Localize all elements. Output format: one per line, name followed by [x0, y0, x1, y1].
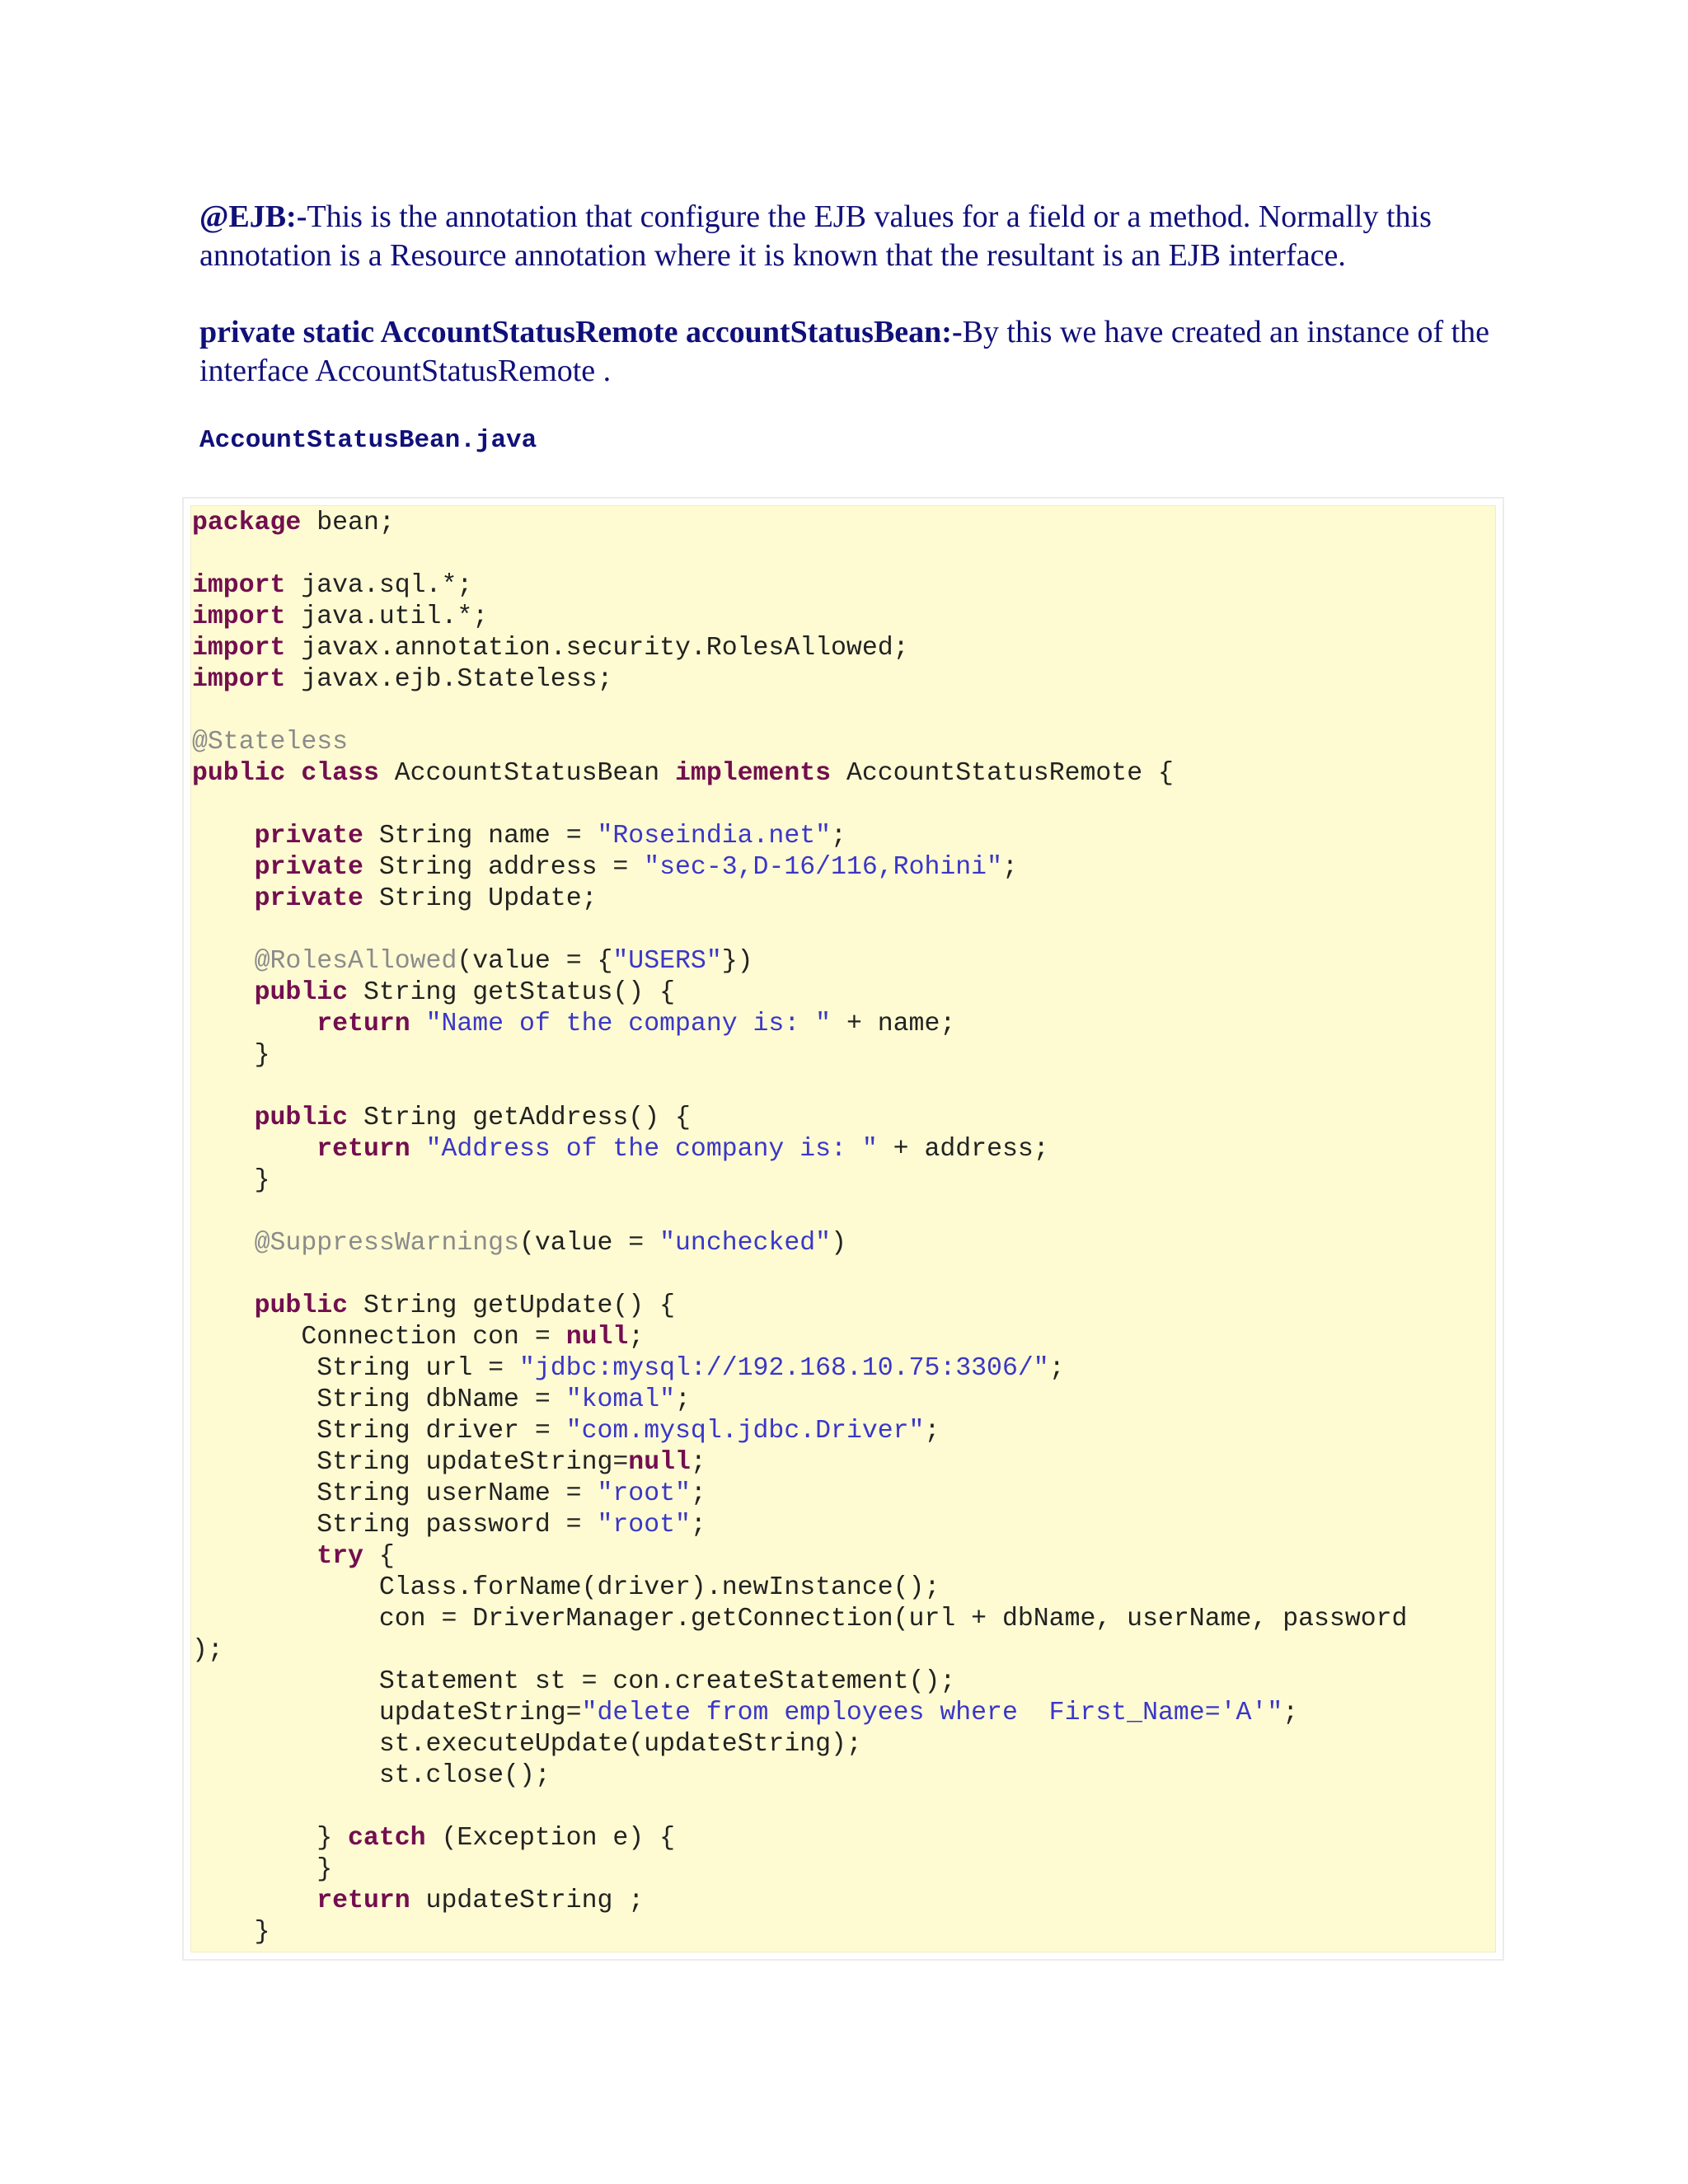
code-line — [192, 1165, 1503, 1197]
code-line — [192, 1259, 1503, 1291]
code-keyword: null — [565, 1323, 629, 1352]
code-keyword: return — [316, 1886, 410, 1915]
code-string: "Address of the company is: " — [425, 1135, 878, 1164]
code-line — [192, 758, 1503, 790]
code-text: java.util.*; — [285, 602, 489, 631]
code-string: "sec-3,D-16/116,Rohini" — [644, 853, 1002, 882]
code-text: } — [192, 1166, 270, 1195]
code-string: "komal" — [565, 1385, 676, 1414]
code-text: + address; — [877, 1135, 1049, 1164]
code-text — [192, 947, 255, 976]
instance-field-paragraph — [199, 313, 1502, 391]
code-text: java.sql.*; — [285, 571, 473, 600]
code-listing — [192, 508, 1503, 1948]
code-text: } — [192, 1041, 270, 1070]
code-annotation: @RolesAllowed — [254, 947, 457, 976]
code-text: ; — [924, 1417, 940, 1446]
code-keyword: implements — [675, 759, 832, 788]
code-keyword: return — [316, 1010, 410, 1038]
code-keyword: import — [192, 602, 286, 631]
code-line — [192, 1572, 1503, 1604]
code-text: String password = — [192, 1511, 598, 1540]
code-text — [192, 1291, 255, 1320]
code-line — [192, 1479, 1503, 1510]
code-text: } — [192, 1824, 349, 1853]
code-line — [192, 1510, 1503, 1541]
ejb-description: This is the annotation that configure the EJB values for a field or a method. Normally this annotation is a Resource annotation where it is known that the resultant is an EJB interface. — [199, 199, 1432, 273]
code-text: AccountStatusBean — [378, 759, 676, 788]
code-annotation: @SuppressWarnings — [254, 1229, 519, 1258]
code-keyword: import — [192, 634, 286, 663]
code-text — [192, 978, 255, 1007]
code-text: String userName = — [192, 1479, 598, 1508]
code-text: String updateString= — [192, 1448, 629, 1477]
ejb-annotation-paragraph — [199, 198, 1502, 275]
code-string: "root" — [597, 1511, 691, 1540]
code-text: javax.annotation.security.RolesAllowed; — [285, 634, 909, 663]
code-text: (value = — [518, 1229, 660, 1258]
code-string: "Name of the company is: " — [425, 1010, 832, 1038]
code-text: ) — [831, 1229, 846, 1258]
code-line — [192, 977, 1503, 1009]
code-text: ; — [690, 1448, 706, 1477]
code-line — [192, 1729, 1503, 1760]
code-line — [192, 602, 1503, 633]
code-text: ; — [628, 1323, 645, 1352]
instance-field-description: By this we have created an instance of the interface AccountStatusRemote . — [199, 315, 1490, 388]
code-keyword: private — [254, 853, 363, 882]
code-line — [192, 1760, 1503, 1792]
code-keyword: try — [316, 1542, 363, 1571]
code-text — [192, 1886, 316, 1915]
code-text: updateString= — [192, 1699, 582, 1727]
code-string: "unchecked" — [659, 1229, 832, 1258]
code-string: "jdbc:mysql://192.168.10.75:3306/" — [518, 1354, 1049, 1383]
code-line — [192, 821, 1503, 852]
code-text: st.executeUpdate(updateString); — [192, 1730, 862, 1759]
code-text: Statement st = con.createStatement(); — [192, 1667, 956, 1696]
code-line — [192, 1792, 1503, 1823]
code-line — [192, 1385, 1503, 1416]
code-text: String address = — [363, 853, 645, 882]
code-line — [192, 696, 1503, 727]
code-line — [192, 570, 1503, 602]
code-text — [285, 759, 301, 788]
code-line — [192, 1134, 1503, 1165]
code-line — [192, 1416, 1503, 1447]
code-line — [192, 1228, 1503, 1259]
code-string: "delete from employees where First_Name='A'" — [581, 1699, 1283, 1727]
code-text: ; — [831, 822, 846, 851]
code-text: + name; — [831, 1010, 956, 1038]
code-line — [192, 852, 1503, 883]
code-text: st.close(); — [192, 1761, 551, 1790]
code-text: Connection con = — [192, 1323, 566, 1352]
code-text: String driver = — [192, 1417, 566, 1446]
code-string: "Roseindia.net" — [597, 822, 832, 851]
code-line — [192, 1040, 1503, 1071]
code-keyword: class — [301, 759, 379, 788]
code-keyword: public — [254, 1104, 349, 1132]
code-line — [192, 1917, 1503, 1948]
code-text: javax.ejb.Stateless; — [285, 665, 613, 694]
code-keyword: null — [628, 1448, 691, 1477]
code-line — [192, 790, 1503, 821]
code-keyword: catch — [348, 1824, 426, 1853]
code-line — [192, 1886, 1503, 1917]
code-line — [192, 1009, 1503, 1040]
code-string: "USERS" — [612, 947, 722, 976]
code-string: "com.mysql.jdbc.Driver" — [565, 1417, 925, 1446]
code-text — [192, 1010, 316, 1038]
code-line — [192, 1823, 1503, 1854]
code-text: { — [363, 1542, 395, 1571]
code-keyword: public — [192, 759, 286, 788]
code-text — [192, 853, 255, 882]
file-name-heading: AccountStatusBean.java — [199, 426, 537, 455]
code-text: Class.forName(driver).newInstance(); — [192, 1573, 940, 1602]
code-text: ; — [1282, 1699, 1299, 1727]
code-text: } — [192, 1918, 270, 1947]
code-keyword: public — [254, 1291, 349, 1320]
code-line — [192, 1322, 1503, 1353]
code-line — [192, 1698, 1503, 1729]
code-text: String getAddress() { — [348, 1104, 691, 1132]
code-text: ; — [690, 1511, 706, 1540]
code-text — [410, 1135, 426, 1164]
code-keyword: return — [316, 1135, 410, 1164]
code-line — [192, 664, 1503, 696]
code-line — [192, 883, 1503, 915]
code-text — [192, 1104, 255, 1132]
code-text: ; — [1002, 853, 1018, 882]
instance-field-term: private static AccountStatusRemote accountStatusBean:- — [199, 315, 963, 349]
code-text: con = DriverManager.getConnection(url + dbName, userName, password — [192, 1605, 1408, 1633]
code-keyword: import — [192, 665, 286, 694]
code-text: String name = — [363, 822, 598, 851]
code-text: String url = — [192, 1354, 519, 1383]
code-line — [192, 1447, 1503, 1479]
code-keyword: public — [254, 978, 349, 1007]
code-text: String getStatus() { — [348, 978, 676, 1007]
code-line — [192, 946, 1503, 977]
code-line — [192, 1197, 1503, 1228]
code-text — [192, 1135, 316, 1164]
code-text: } — [192, 1855, 333, 1884]
code-text: (value = { — [457, 947, 613, 976]
code-line — [192, 1103, 1503, 1134]
code-text: ); — [192, 1636, 223, 1665]
code-text: ; — [690, 1479, 706, 1508]
code-line — [192, 1353, 1503, 1385]
code-line — [192, 1854, 1503, 1886]
code-text: (Exception e) { — [425, 1824, 675, 1853]
code-line — [192, 633, 1503, 664]
code-text: ; — [675, 1385, 691, 1414]
code-text: bean; — [301, 509, 395, 537]
code-text: String getUpdate() { — [348, 1291, 676, 1320]
code-annotation: @Stateless — [192, 728, 349, 757]
code-text: ; — [1048, 1354, 1065, 1383]
code-text: updateString ; — [410, 1886, 645, 1915]
code-text — [192, 1542, 316, 1571]
code-line — [192, 727, 1503, 758]
code-line — [192, 539, 1503, 570]
code-line — [192, 1604, 1503, 1635]
code-keyword: private — [254, 822, 363, 851]
code-line — [192, 1291, 1503, 1322]
code-text — [192, 822, 255, 851]
code-line — [192, 1541, 1503, 1572]
code-text: String dbName = — [192, 1385, 566, 1414]
code-keyword: private — [254, 884, 363, 913]
code-line — [192, 508, 1503, 539]
code-text — [192, 884, 255, 913]
ejb-term: @EJB:- — [199, 199, 307, 234]
code-keyword: package — [192, 509, 302, 537]
code-line — [192, 1071, 1503, 1103]
code-line — [192, 915, 1503, 946]
code-text — [192, 1229, 255, 1258]
code-line — [192, 1635, 1503, 1666]
code-keyword: import — [192, 571, 286, 600]
code-string: "root" — [597, 1479, 691, 1508]
code-text: }) — [721, 947, 753, 976]
code-text: AccountStatusRemote { — [831, 759, 1174, 788]
code-line — [192, 1666, 1503, 1698]
code-text: String Update; — [363, 884, 598, 913]
code-text — [410, 1010, 426, 1038]
